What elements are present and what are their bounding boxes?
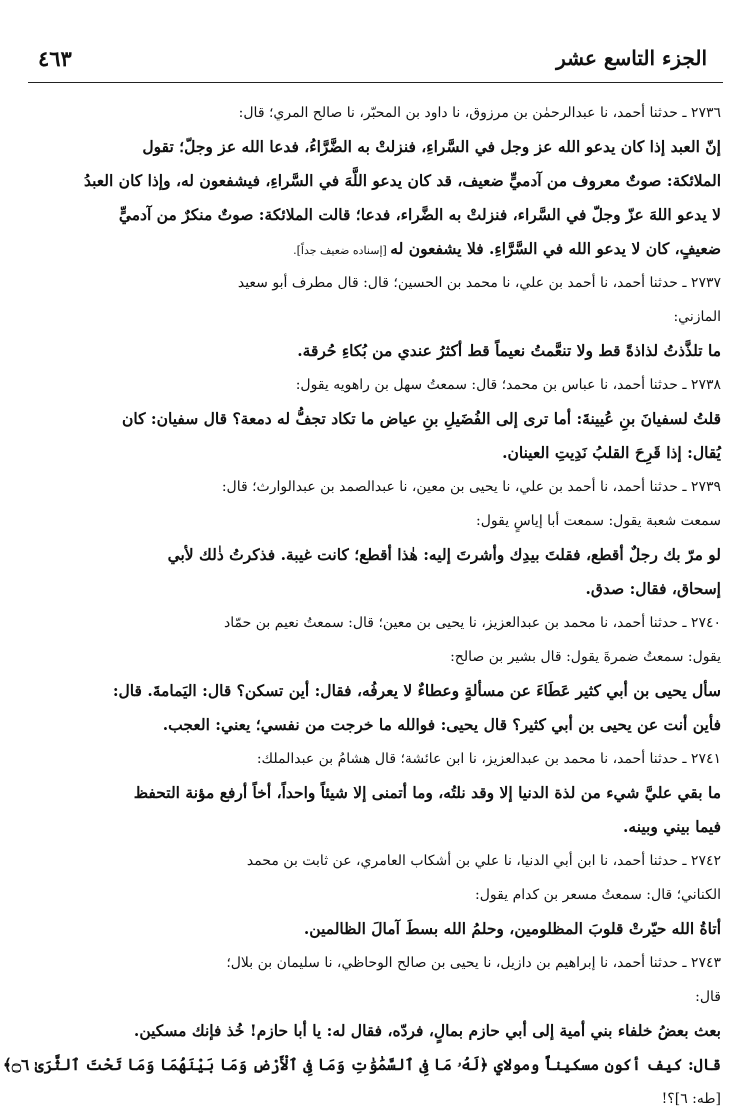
text-line: [34, 810, 721, 844]
line-text: ٢٧٤٠ ـ حدثنا أحمد، نا محمد بن عبدالعزيز، نا يحيى بن معين؛ قال: سمعتُ نعيم بن حمّاد: [224, 615, 721, 631]
text-line: [34, 980, 721, 1014]
line-text: سأل يحيى بن أبي كثير عَطَاءَ عن مسألةٍ وعطاءٌ لا يعرفُه، فقال: أين تسكن؟ قال: اليَمامةَ. قال:: [112, 681, 721, 700]
text-line: [34, 164, 721, 198]
text-line: [34, 96, 721, 130]
line-text: أتاةُ الله حيّرتْ قلوبَ المظلومين، وحلمُ الله بسطَ آمالَ الظالمين.: [303, 919, 721, 938]
line-text: يقول: سمعتُ ضمرةَ يقول: قال بشير بن صالح:: [450, 649, 721, 665]
text-line: [34, 300, 721, 334]
page-number: ٤٦٣: [38, 46, 72, 71]
line-text: فأين أنت عن يحيى بن أبي كثير؟ قال يحيى: فوالله ما خرجت من نفسي؛ يعني: العجب.: [162, 715, 721, 734]
page-body: [2, 96, 721, 1116]
line-text: إنّ العبد إذا كان يدعو الله عز وجل في السَّراءِ، فنزلتْ به الضَّرَّاءُ، فدعا الله عز وجلّ؛ تقول: [142, 137, 721, 156]
line-text: بعث بعضُ خلفاء بني أمية إلى أبي حازم بمالٍ، فردّه، فقال له: يا أبا حازم! خُذ فإنك مسكين.: [133, 1021, 721, 1040]
text-line: [34, 334, 721, 368]
text-line: [34, 198, 721, 232]
line-text: ٢٧٣٧ ـ حدثنا أحمد، نا أحمد بن علي، نا محمد بن الحسين؛ قال: قال مطرف أبو سعيد: [237, 275, 721, 291]
line-text: إسحاق، فقال: صدق.: [585, 579, 721, 598]
running-title: الجزء التاسع عشر: [556, 46, 707, 70]
text-line: [34, 946, 721, 980]
line-text: ما بقي عليَّ شيء من لذة الدنيا إلا وقد نلتُه، وما أتمنى إلا شيئاً واحداً، أخاً أرفع مؤنة التحفظ: [133, 783, 721, 802]
text-line: [34, 606, 721, 640]
line-text: ٢٧٣٩ ـ حدثنا أحمد، نا أحمد بن علي، نا يحيى بن معين، نا عبدالصمد بن عبدالوارث؛ قال:: [221, 479, 721, 495]
line-text: ما تلذَّذتُ لذاذةً قط ولا تنعَّمتُ نعيماً قط أكثرُ عندي من بُكاءِ حُرقة.: [297, 341, 721, 360]
line-text: قال: كيف أكون مسكيناً ومولاي ﴿لَهُۥ مَا فِى ٱلسَّمَٰوَٰتِ وَمَا فِى ٱلْأَرْضِ وَمَا بَيْنَهُمَا وَمَا تَحْتَ ٱلثَّرَىٰ ۝٦﴾: [2, 1055, 721, 1074]
line-text: فيما بيني وبينه.: [622, 817, 721, 836]
line-text: المازني:: [673, 309, 721, 325]
text-line: [34, 708, 721, 742]
text-line: [34, 572, 721, 606]
text-line: [34, 266, 721, 300]
text-line: [34, 844, 721, 878]
text-line: [2, 1048, 721, 1082]
line-text: سمعت شعبة يقول: سمعت أبا إياسٍ يقول:: [476, 513, 721, 529]
text-line: [34, 640, 721, 674]
line-text: الملائكة: صوتٌ معروف من آدميٍّ ضعيف، قد كان يدعو اللَّهَ في السَّراءِ، فيشفعون له، وإذا كان العبدُ: [83, 171, 721, 190]
line-text: الكناني؛ قال: سمعتُ مسعر بن كدام يقول:: [475, 887, 721, 903]
text-line: [34, 130, 721, 164]
text-line: [34, 1014, 721, 1048]
line-text: ٢٧٤٢ ـ حدثنا أحمد، نا ابن أبي الدنيا، نا علي بن أشكاب العامري، عن ثابت بن محمد: [246, 853, 721, 869]
text-line: [34, 232, 721, 266]
line-text: ضعيفٍ، كان لا يدعو الله في السَّرَّاءِ. فلا يشفعون له: [390, 239, 721, 258]
line-text: ٢٧٤٣ ـ حدثنا أحمد، نا إبراهيم بن دازيل، نا يحيى بن صالح الوحاظي، نا سليمان بن بلال؛: [226, 955, 721, 971]
page-header: [28, 42, 727, 82]
text-line: [34, 504, 721, 538]
line-text: ٢٧٤١ ـ حدثنا أحمد، نا محمد بن عبدالعزيز، نا ابن عائشة؛ قال هشامُ بن عبدالملك:: [256, 751, 721, 767]
text-line: [34, 1082, 721, 1116]
line-text: [طه: ٦]؟!: [661, 1091, 721, 1107]
grading-note: [إسناده ضعيف جداً].: [293, 244, 391, 257]
text-line: [34, 742, 721, 776]
line-text: ٢٧٣٦ ـ حدثنا أحمد، نا عبدالرحمٰن بن مرزوق، نا داود بن المحبّر، نا صالح المري؛ قال:: [238, 105, 721, 121]
text-line: [34, 470, 721, 504]
line-text: قال:: [695, 989, 721, 1005]
text-line: [34, 912, 721, 946]
text-line: [34, 368, 721, 402]
line-text: ٢٧٣٨ ـ حدثنا أحمد، نا عباس بن محمد؛ قال: سمعتُ سهل بن راهويه يقول:: [295, 377, 721, 393]
header-rule: [28, 82, 723, 83]
line-text: قلتُ لسفيانَ بنِ عُيينةَ: أما ترى إلى الفُضَيلِ بنِ عياض ما تكاد تجفُّ له دمعة؟ قال سفيان: كان: [122, 409, 721, 428]
text-line: [34, 878, 721, 912]
text-line: [34, 776, 721, 810]
line-text: لو مرّ بك رجلٌ أقطع، فقلتَ بيدِك وأشرتَ إليه: هٰذا أقطع؛ كانت غيبة. فذكرتُ ذٰلك لأبي: [167, 545, 721, 564]
text-line: [34, 538, 721, 572]
line-text: يُقال: إذا قَرِحَ القلبُ نَدِيتِ العينان.: [502, 443, 721, 462]
text-line: [34, 674, 721, 708]
text-line: [34, 436, 721, 470]
line-text: لا يدعو اللهَ عزّ وجلّ في السَّراء، فنزلتْ به الضَّراء، فدعا؛ قالت الملائكة: صوتٌ منكرٌ من آدميٍّ: [118, 205, 721, 224]
text-line: [34, 402, 721, 436]
